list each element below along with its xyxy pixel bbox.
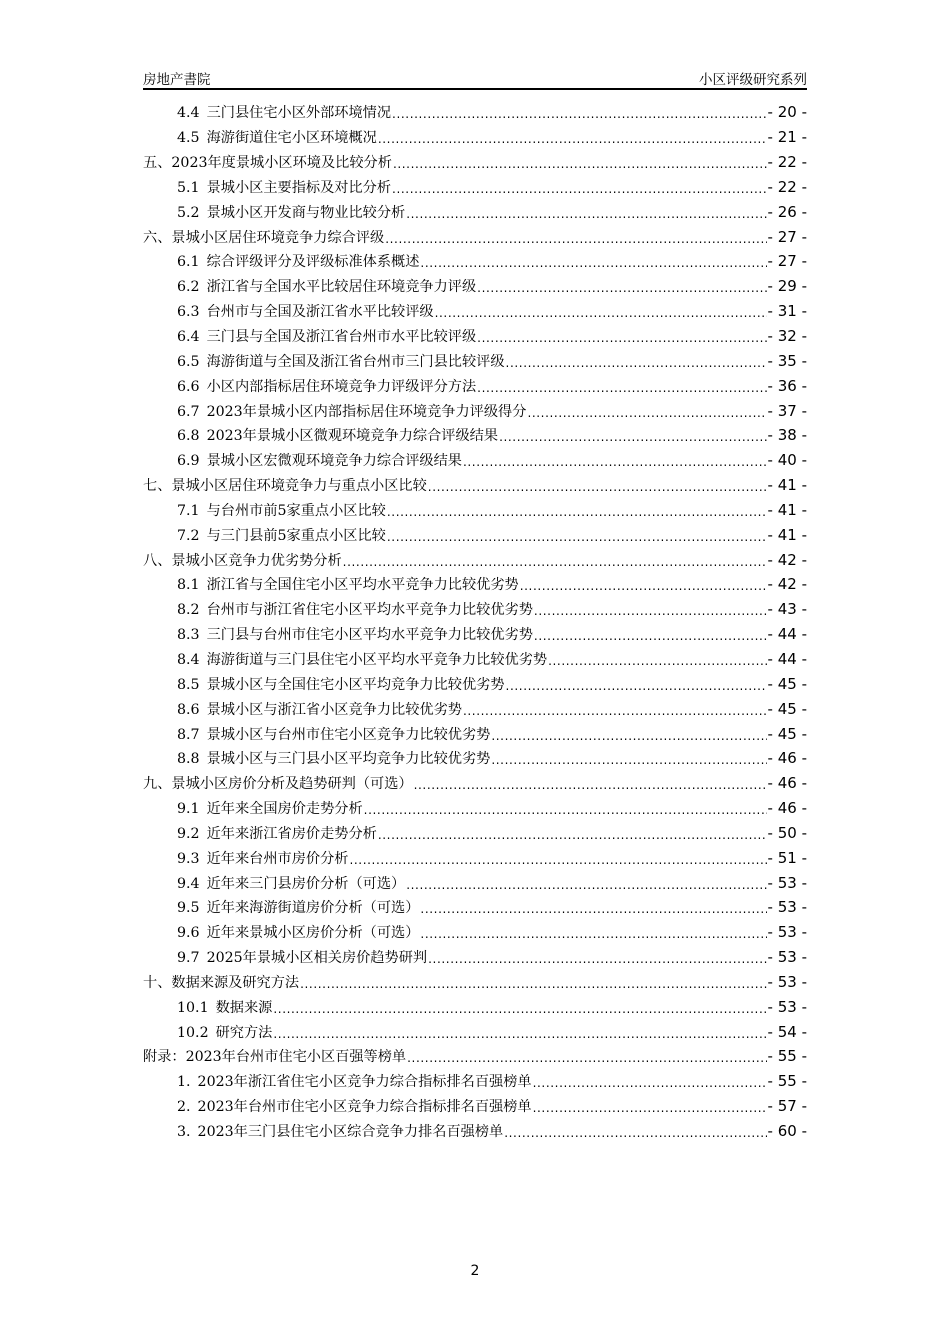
toc-entry-number: 8.5 [177, 676, 200, 693]
toc-page-number: - 44 - [767, 625, 807, 644]
toc-entry-text: 景城小区与台州市住宅小区竞争力比较优劣势 [206, 726, 491, 743]
toc-entry-text: 景城小区与三门县小区平均竞争力比较优劣势 [206, 751, 491, 768]
toc-dot-leader [420, 927, 766, 941]
toc-dot-leader [387, 505, 767, 519]
toc-entry-number: 6.7 [177, 403, 200, 420]
toc-entry-title [177, 649, 547, 669]
toc-entry-number: 9.4 [177, 875, 200, 892]
toc-dot-leader [300, 977, 766, 991]
toc-entry-text: 浙江省与全国住宅小区平均水平竞争力比较优劣势 [206, 577, 519, 594]
toc-page-number: - 37 - [767, 401, 807, 420]
toc-section-entry[interactable] [143, 125, 807, 150]
toc-section-entry[interactable] [143, 299, 807, 324]
toc-entry-text: 三门县住宅小区外部环境情况 [206, 105, 392, 122]
toc-entry-text: 台州市与浙江省住宅小区平均水平竞争力比较优劣势 [206, 602, 533, 619]
toc-dot-leader [364, 803, 767, 817]
toc-entry-title [177, 674, 505, 694]
toc-entry-title [177, 202, 405, 222]
toc-page-number: - 26 - [767, 202, 807, 221]
toc-entry-number: 10.1 [177, 999, 209, 1016]
toc-section-entry[interactable] [143, 1069, 807, 1094]
toc-page-number: - 53 - [767, 997, 807, 1016]
toc-entry-text: 海游街道与全国及浙江省台州市三门县比较评级 [206, 353, 505, 370]
toc-entry-text: 综合评级评分及评级标准体系概述 [206, 254, 420, 271]
toc-entry-title [177, 574, 519, 594]
toc-dot-leader [491, 753, 766, 767]
toc-dot-leader [463, 704, 767, 718]
toc-page-number: - 27 - [767, 252, 807, 271]
toc-dot-leader [406, 207, 766, 221]
toc-entry-number: 六、 [143, 229, 172, 246]
toc-page-number: - 54 - [767, 1022, 807, 1041]
toc-page-number: - 45 - [767, 674, 807, 693]
toc-chapter-entry[interactable] [143, 224, 807, 249]
toc-entry-number: 八、 [143, 552, 172, 569]
toc-chapter-entry[interactable] [143, 547, 807, 572]
toc-page-number: - 32 - [767, 327, 807, 346]
toc-entry-number: 6.9 [177, 453, 200, 470]
toc-entry-text: 景城小区开发商与物业比较分析 [206, 204, 406, 221]
toc-section-entry[interactable] [143, 324, 807, 349]
toc-dot-leader [378, 828, 767, 842]
toc-section-entry[interactable] [143, 845, 807, 870]
toc-entry-title [177, 102, 391, 122]
toc-section-entry[interactable] [143, 398, 807, 423]
toc-entry-number: 4.4 [177, 105, 200, 122]
toc-entry-title [177, 401, 526, 421]
toc-entry-number: 8.4 [177, 651, 200, 668]
toc-entry-text: 数据来源 [215, 999, 273, 1016]
toc-entry-title [143, 972, 299, 992]
toc-dot-leader [414, 778, 767, 792]
toc-entry-text: 景城小区与浙江省小区竞争力比较优劣势 [206, 701, 462, 718]
toc-page-number: - 45 - [767, 699, 807, 718]
toc-dot-leader [499, 430, 766, 444]
toc-entry-number: 8.1 [177, 577, 200, 594]
page-number: 2 [470, 1263, 480, 1279]
toc-entry-number: 6.5 [177, 353, 200, 370]
toc-chapter-entry[interactable] [143, 150, 807, 175]
toc-section-entry[interactable] [143, 746, 807, 771]
toc-entry-title [143, 773, 413, 793]
toc-page-number: - 22 - [767, 153, 807, 172]
toc-dot-leader [506, 356, 767, 370]
toc-page-number: - 45 - [767, 724, 807, 743]
table-of-contents [143, 100, 807, 1143]
toc-entry-title [177, 699, 462, 719]
toc-page-number: - 40 - [767, 451, 807, 470]
toc-page-number: - 41 - [767, 500, 807, 519]
toc-entry-text: 台州市与全国及浙江省水平比较评级 [206, 304, 434, 321]
toc-dot-leader [548, 654, 766, 668]
toc-entry-text: 近年来全国房价走势分析 [206, 801, 363, 818]
toc-dot-leader [378, 132, 767, 146]
toc-entry-title [177, 326, 476, 346]
toc-entry-number: 附录： [143, 1049, 186, 1066]
toc-page-number: - 38 - [767, 426, 807, 445]
toc-section-entry[interactable] [143, 945, 807, 970]
toc-entry-number: 十、 [143, 974, 172, 991]
toc-dot-leader [435, 306, 767, 320]
toc-section-entry[interactable] [143, 647, 807, 672]
toc-dot-leader [506, 679, 767, 693]
toc-entry-number: 4.5 [177, 130, 200, 147]
toc-page-number: - 53 - [767, 972, 807, 991]
toc-section-entry[interactable] [143, 199, 807, 224]
toc-section-entry[interactable] [143, 1119, 807, 1144]
toc-dot-leader [527, 406, 766, 420]
toc-dot-leader [477, 281, 766, 295]
toc-entry-text: 2023年度景城小区环境及比较分析 [171, 155, 392, 172]
toc-page-number: - 53 - [767, 898, 807, 917]
toc-entry-title [177, 450, 462, 470]
toc-dot-leader [533, 1076, 767, 1090]
toc-dot-leader [533, 1101, 767, 1115]
toc-section-entry[interactable] [143, 696, 807, 721]
toc-page-number: - 55 - [767, 1047, 807, 1066]
toc-entry-text: 2023年台州市住宅小区竞争力综合指标排名百强榜单 [197, 1099, 532, 1116]
toc-entry-title [177, 1096, 532, 1116]
toc-entry-title [177, 848, 348, 868]
toc-entry-title [177, 624, 533, 644]
toc-entry-title [143, 475, 427, 495]
toc-entry-number: 6.3 [177, 304, 200, 321]
toc-page-number: - 60 - [767, 1122, 807, 1141]
toc-entry-title [177, 823, 377, 843]
toc-page-number: - 29 - [767, 277, 807, 296]
toc-entry-title [177, 251, 419, 271]
toc-page-number: - 27 - [767, 227, 807, 246]
toc-entry-text: 景城小区居住环境竞争力与重点小区比较 [171, 478, 427, 495]
toc-page-number: - 46 - [767, 799, 807, 818]
toc-entry-text: 近年来海游街道房价分析（可选） [206, 900, 420, 917]
toc-dot-leader [385, 232, 766, 246]
toc-section-entry[interactable] [143, 920, 807, 945]
toc-entry-text: 景城小区与全国住宅小区平均竞争力比较优劣势 [206, 676, 505, 693]
toc-entry-text: 近年来浙江省房价走势分析 [206, 825, 377, 842]
toc-section-entry[interactable] [143, 820, 807, 845]
toc-page-number: - 53 - [767, 948, 807, 967]
toc-page-number: - 44 - [767, 649, 807, 668]
toc-page-number: - 42 - [767, 550, 807, 569]
toc-section-entry[interactable] [143, 100, 807, 125]
toc-entry-text: 三门县与台州市住宅小区平均水平竞争力比较优劣势 [206, 627, 533, 644]
toc-entry-title [143, 550, 342, 570]
toc-entry-number: 九、 [143, 776, 172, 793]
toc-dot-leader [428, 480, 767, 494]
toc-entry-title [177, 873, 405, 893]
toc-entry-text: 海游街道与三门县住宅小区平均水平竞争力比较优劣势 [206, 651, 548, 668]
toc-dot-leader [343, 555, 767, 569]
toc-page-number: - 46 - [767, 774, 807, 793]
toc-dot-leader [420, 256, 766, 270]
toc-entry-number: 10.2 [177, 1024, 209, 1041]
toc-dot-leader [273, 1027, 766, 1041]
toc-dot-leader [349, 853, 766, 867]
toc-dot-leader [273, 1002, 766, 1016]
toc-entry-text: 景城小区房价分析及趋势研判（可选） [171, 776, 413, 793]
toc-chapter-entry[interactable] [143, 970, 807, 995]
toc-dot-leader [520, 579, 767, 593]
toc-entry-title [177, 376, 476, 396]
toc-page-number: - 22 - [767, 177, 807, 196]
toc-entry-text: 2023年浙江省住宅小区竞争力综合指标排名百强榜单 [197, 1074, 532, 1091]
toc-dot-leader [387, 530, 767, 544]
toc-entry-number: 8.2 [177, 602, 200, 619]
toc-entry-title [177, 525, 386, 545]
toc-entry-title [177, 724, 490, 744]
toc-dot-leader [534, 629, 767, 643]
toc-dot-leader [534, 604, 767, 618]
toc-section-entry[interactable] [143, 796, 807, 821]
toc-entry-number: 6.6 [177, 378, 200, 395]
toc-section-entry[interactable] [143, 597, 807, 622]
toc-entry-title [177, 947, 427, 967]
toc-entry-number: 6.4 [177, 329, 200, 346]
toc-entry-text: 与三门县前5家重点小区比较 [206, 527, 386, 544]
toc-entry-text: 近年来三门县房价分析（可选） [206, 875, 406, 892]
toc-section-entry[interactable] [143, 423, 807, 448]
toc-entry-title [177, 276, 476, 296]
toc-entry-number: 9.3 [177, 850, 200, 867]
toc-entry-number: 9.2 [177, 825, 200, 842]
toc-dot-leader [407, 1051, 766, 1065]
toc-dot-leader [406, 878, 766, 892]
toc-entry-title [177, 301, 434, 321]
toc-entry-title [143, 227, 384, 247]
toc-entry-title [177, 1121, 503, 1141]
toc-dot-leader [393, 157, 767, 171]
toc-page-number: - 46 - [767, 749, 807, 768]
toc-dot-leader [420, 902, 766, 916]
toc-section-entry[interactable] [143, 622, 807, 647]
toc-entry-title [177, 351, 505, 371]
toc-section-entry[interactable] [143, 870, 807, 895]
toc-page-number: - 36 - [767, 376, 807, 395]
toc-entry-title [177, 1071, 532, 1091]
toc-dot-leader [392, 182, 767, 196]
toc-entry-title [177, 997, 272, 1017]
toc-entry-number: 2. [177, 1099, 191, 1116]
toc-dot-leader [428, 952, 766, 966]
toc-section-entry[interactable] [143, 994, 807, 1019]
toc-entry-text: 小区内部指标居住环境竞争力评级评分方法 [206, 378, 477, 395]
toc-entry-title [177, 425, 498, 445]
toc-entry-number: 7.2 [177, 527, 200, 544]
toc-entry-number: 7.1 [177, 502, 200, 519]
toc-page-number: - 53 - [767, 923, 807, 942]
toc-section-entry[interactable] [143, 249, 807, 274]
toc-dot-leader [463, 455, 767, 469]
toc-chapter-entry[interactable] [143, 771, 807, 796]
toc-page-number: - 35 - [767, 351, 807, 370]
toc-section-entry[interactable] [143, 373, 807, 398]
toc-section-entry[interactable] [143, 498, 807, 523]
toc-chapter-entry[interactable] [143, 473, 807, 498]
toc-entry-number: 1. [177, 1074, 191, 1091]
toc-section-entry[interactable] [143, 572, 807, 597]
toc-dot-leader [504, 1126, 766, 1140]
toc-page-number: - 51 - [767, 848, 807, 867]
toc-dot-leader [477, 331, 766, 345]
toc-dot-leader [477, 381, 766, 395]
toc-entry-text: 景城小区竞争力优劣势分析 [171, 552, 342, 569]
header-series-title: 小区评级研究系列 [699, 72, 807, 88]
toc-entry-number: 8.8 [177, 751, 200, 768]
toc-entry-number: 9.1 [177, 801, 200, 818]
toc-entry-number: 五、 [143, 155, 172, 172]
toc-entry-number: 9.7 [177, 950, 200, 967]
toc-entry-title [177, 922, 419, 942]
toc-entry-number: 七、 [143, 478, 172, 495]
toc-entry-title [177, 1022, 272, 1042]
toc-entry-text: 景城小区宏微观环境竞争力综合评级结果 [206, 453, 462, 470]
toc-page-number: - 41 - [767, 525, 807, 544]
toc-entry-text: 浙江省与全国水平比较居住环境竞争力评级 [206, 279, 477, 296]
toc-entry-title [177, 177, 391, 197]
toc-section-entry[interactable] [143, 1019, 807, 1044]
toc-page-number: - 42 - [767, 575, 807, 594]
toc-entry-text: 2025年景城小区相关房价趋势研判 [206, 950, 428, 967]
toc-entry-text: 与台州市前5家重点小区比较 [206, 502, 386, 519]
toc-entry-text: 近年来景城小区房价分析（可选） [206, 925, 420, 942]
toc-entry-title [143, 1046, 406, 1066]
toc-page-number: - 50 - [767, 823, 807, 842]
toc-entry-number: 9.6 [177, 925, 200, 942]
toc-page-number: - 57 - [767, 1097, 807, 1116]
toc-entry-title [177, 748, 490, 768]
toc-section-entry[interactable] [143, 348, 807, 373]
toc-entry-number: 9.5 [177, 900, 200, 917]
toc-page-number: - 20 - [767, 103, 807, 122]
toc-entry-title [143, 152, 392, 172]
toc-entry-number: 6.8 [177, 428, 200, 445]
toc-entry-number: 6.1 [177, 254, 200, 271]
page-header [143, 66, 807, 90]
toc-entry-text: 海游街道住宅小区环境概况 [206, 130, 377, 147]
toc-entry-title [177, 500, 386, 520]
toc-entry-text: 三门县与全国及浙江省台州市水平比较评级 [206, 329, 477, 346]
toc-section-entry[interactable] [143, 448, 807, 473]
toc-entry-text: 2023年景城小区微观环境竞争力综合评级结果 [206, 428, 499, 445]
toc-section-entry[interactable] [143, 175, 807, 200]
toc-entry-title [177, 599, 533, 619]
toc-page-number: - 41 - [767, 476, 807, 495]
toc-page-number: - 43 - [767, 600, 807, 619]
toc-entry-title [177, 798, 363, 818]
toc-section-entry[interactable] [143, 1094, 807, 1119]
toc-section-entry[interactable] [143, 721, 807, 746]
toc-entry-text: 2023年三门县住宅小区综合竞争力排名百强榜单 [197, 1124, 504, 1141]
toc-entry-text: 数据来源及研究方法 [171, 974, 300, 991]
toc-entry-number: 5.1 [177, 179, 200, 196]
toc-section-entry[interactable] [143, 522, 807, 547]
toc-entry-number: 6.2 [177, 279, 200, 296]
toc-section-entry[interactable] [143, 895, 807, 920]
toc-page-number: - 53 - [767, 873, 807, 892]
toc-entry-title [177, 127, 377, 147]
toc-section-entry[interactable] [143, 274, 807, 299]
toc-section-entry[interactable] [143, 671, 807, 696]
toc-page-number: - 55 - [767, 1072, 807, 1091]
toc-entry-text: 研究方法 [215, 1024, 273, 1041]
toc-entry-text: 2023年台州市住宅小区百强等榜单 [185, 1049, 407, 1066]
toc-entry-text: 景城小区主要指标及对比分析 [206, 179, 392, 196]
toc-entry-number: 3. [177, 1124, 191, 1141]
toc-page-number: - 31 - [767, 302, 807, 321]
toc-entry-title [177, 897, 419, 917]
toc-entry-number: 8.7 [177, 726, 200, 743]
toc-entry-number: 8.3 [177, 627, 200, 644]
toc-chapter-entry[interactable] [143, 1044, 807, 1069]
toc-dot-leader [491, 729, 766, 743]
toc-entry-text: 近年来台州市房价分析 [206, 850, 349, 867]
toc-page-number: - 21 - [767, 128, 807, 147]
toc-entry-number: 5.2 [177, 204, 200, 221]
header-publisher: 房地产書院 [143, 72, 211, 88]
toc-entry-number: 8.6 [177, 701, 200, 718]
toc-dot-leader [392, 107, 767, 121]
toc-entry-text: 景城小区居住环境竞争力综合评级 [171, 229, 385, 246]
toc-entry-text: 2023年景城小区内部指标居住环境竞争力评级得分 [206, 403, 527, 420]
